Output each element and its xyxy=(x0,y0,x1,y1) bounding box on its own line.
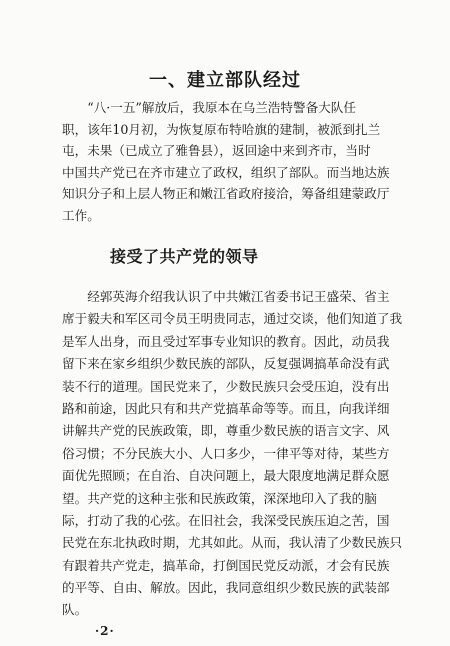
text-line: 际，打动了我的心弦。在旧社会，我深受民族压迫之苦，国 xyxy=(62,512,390,528)
text-line: 民党在东北执政时期，尤其如此。从而，我认清了少数民族只 xyxy=(62,535,403,551)
text-line: 装不行的道理。国民党来了，少数民族只会受压迫，没有出 xyxy=(62,378,390,394)
text-line: 中国共产党已在齐市建立了政权，组织了部队。而当地达族 xyxy=(62,164,390,180)
text-line: 席于毅夫和军区司令员王明贵同志，通过交谈，他们知道了我 xyxy=(62,311,403,327)
text-line: 队。 xyxy=(62,602,88,618)
text-line: 工作。 xyxy=(62,207,100,223)
paragraph-party-leadership xyxy=(62,286,422,622)
text-line: 经郭英海介绍我认识了中共嫩江省委书记王盛荣、省主 xyxy=(62,289,390,304)
text-line: 面优先照顾；在自治、自决问题上，最大限度地满足群众愿 xyxy=(62,468,390,484)
text-line: 知识分子和上层人物正和嫩江省政府接洽，筹备组建蒙政厅 xyxy=(62,186,390,201)
text-line: 路和前途，因此只有和共产党搞革命等等。而且，向我详细 xyxy=(62,400,390,416)
text-line: 留下来在家乡组织少数民族的部队，反复强调搞革命没有武 xyxy=(62,356,390,372)
text-line: 是军人出身，而且受过军事专业知识的教育。因此，动员我 xyxy=(62,333,390,349)
section-title: 一、建立部队经过 xyxy=(149,70,301,91)
text-line: “八·一五”解放后，我原本在乌兰浩特警备大队任 xyxy=(62,100,356,115)
paragraph-establishment xyxy=(62,97,422,226)
text-line: 职，该年10月初，为恢复原布特哈旗的建制，被派到扎兰 xyxy=(62,121,381,137)
text-line: 有跟着共产党走，搞革命，打倒国民党反动派，才会有民族 xyxy=(62,557,390,573)
text-line: 的平等、自由、解放。因此，我同意组织少数民族的武装部 xyxy=(62,580,390,596)
page-number: ·2· xyxy=(95,624,115,638)
subsection-title: 接受了共产党的领导 xyxy=(110,247,259,266)
text-line: 望。共产党的这种主张和民族政策，深深地印入了我的脑 xyxy=(62,490,377,506)
text-line: 屯，未果（已成立了雅鲁县），返回途中来到齐市，当时 xyxy=(62,143,371,158)
text-line: 讲解共产党的民族政策，即，尊重少数民族的语言文字、风 xyxy=(62,423,390,439)
text-line: 俗习惯；不分民族大小、人口多少，一律平等对待，某些方 xyxy=(62,445,390,461)
